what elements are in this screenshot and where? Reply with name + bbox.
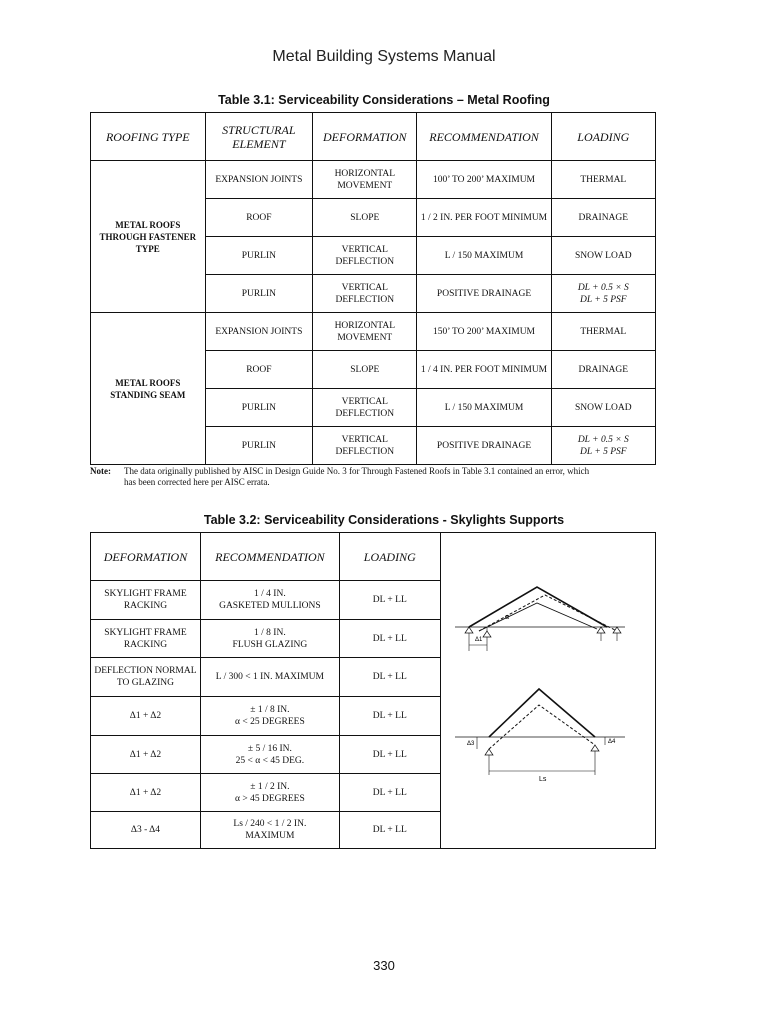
table-row [91,313,656,351]
table-cell [551,275,655,313]
support-triangle [591,745,599,751]
table-cell: HORIZONTAL MOVEMENT [313,313,417,351]
table2-header-deformation: DEFORMATION [91,533,201,581]
table1-header-roofing-type: ROOFING TYPE [91,113,206,161]
support-triangle [465,627,473,633]
table-cell: VERTICAL DEFLECTION [313,427,417,465]
table-cell: SNOW LOAD [551,237,655,275]
rec-line: GASKETED MULLIONS [219,601,321,611]
table-cell [200,774,339,812]
table1-caption: Table 3.1: Serviceability Considerations – Metal Roofing [218,93,550,107]
rec-line: 1 / 8 IN. [254,627,286,638]
rec-line: ± 1 / 2 IN. [250,781,290,792]
table-cell: L / 300 < 1 IN. MAXIMUM [200,658,339,697]
loading-line: DL + 0.5 × S [577,434,629,445]
rec-line: 25 < α < 45 DEG. [235,755,305,766]
table-cell: L / 150 MAXIMUM [417,389,551,427]
alpha-label: α [505,614,510,621]
table1-header-deformation: DEFORMATION [313,113,417,161]
frame-outline [469,587,607,627]
loading-line: DL + 5 PSF [579,294,627,305]
table-cell: DL + LL [339,774,440,812]
deflected-frame-outline [489,705,595,749]
table-cell: SLOPE [313,199,417,237]
table-cell: L / 150 MAXIMUM [417,237,551,275]
table-cell: PURLIN [205,389,312,427]
table-cell [200,581,339,620]
table2-header-recommendation: RECOMMENDATION [200,533,339,581]
deflected-frame-outline [479,595,617,631]
table-cell [200,736,339,774]
table-cell: POSITIVE DRAINAGE [417,275,551,313]
table2-caption: Table 3.2: Serviceability Considerations - Skylights Supports [203,513,565,527]
table-cell: Δ1 + Δ2 [91,774,201,812]
table-cell [551,427,655,465]
table2-header-loading: LOADING [339,533,440,581]
table-cell: DL + LL [339,581,440,620]
table-cell: Δ1 + Δ2 [91,736,201,774]
table1-note [90,466,655,488]
loading-line: DL + 0.5 × S [577,282,629,293]
table-cell: EXPANSION JOINTS [205,161,312,199]
table-cell [200,697,339,736]
table-cell: SLOPE [313,351,417,389]
table-cell: VERTICAL DEFLECTION [313,389,417,427]
delta3-label: Δ3 [467,741,475,747]
support-triangle [485,749,493,755]
table-cell: DL + LL [339,812,440,849]
table-cell: DL + LL [339,736,440,774]
table-cell: DRAINAGE [551,199,655,237]
table-cell: Δ1 + Δ2 [91,697,201,736]
table-cell: HORIZONTAL MOVEMENT [313,161,417,199]
table-row [91,161,656,199]
table-cell: POSITIVE DRAINAGE [417,427,551,465]
table1-metal-roofing [90,112,656,465]
table1-header-recommendation: RECOMMENDATION [417,113,551,161]
rec-line: Ls / 240 < 1 / 2 IN. [233,819,307,829]
loading-line: DL + 5 PSF [579,446,627,457]
ls-label: Ls [539,776,547,783]
table1-group-through-fastener: METAL ROOFS THROUGH FASTENER TYPE [91,161,206,313]
table-cell: ROOF [205,351,312,389]
table-cell: SKYLIGHT FRAME RACKING [91,581,201,620]
document-title: Metal Building Systems Manual [272,48,496,65]
skylight-frame-diagrams [441,581,655,847]
rec-line: FLUSH GLAZING [232,639,308,650]
table-cell: SNOW LOAD [551,389,655,427]
table-cell [200,620,339,658]
rec-line: ± 1 / 8 IN. [250,705,290,715]
table1-header-row [91,113,656,161]
table-cell: DL + LL [339,620,440,658]
rec-line: 1 / 4 IN. [254,589,286,599]
table-cell: DL + LL [339,697,440,736]
frame-outline [489,689,595,737]
racking-diagram [455,587,625,651]
rec-line: α > 45 DEGREES [235,793,305,804]
table-cell: VERTICAL DEFLECTION [313,237,417,275]
table-cell: THERMAL [551,313,655,351]
table-cell: 150’ TO 200’ MAXIMUM [417,313,551,351]
table-cell: DL + LL [339,658,440,697]
table-cell: 1 / 2 IN. PER FOOT MINIMUM [417,199,551,237]
table-cell: EXPANSION JOINTS [205,313,312,351]
table-cell: PURLIN [205,427,312,465]
table-cell: ROOF [205,199,312,237]
table-cell: 100’ TO 200’ MAXIMUM [417,161,551,199]
deflection-diagram [455,689,625,783]
page-number: 330 [373,958,395,973]
table1-group-standing-seam: METAL ROOFS STANDING SEAM [91,313,206,465]
table-cell: 1 / 4 IN. PER FOOT MINIMUM [417,351,551,389]
note-label: Note: [90,466,111,476]
table-cell: PURLIN [205,237,312,275]
support-triangle [483,631,491,637]
table-cell: VERTICAL DEFLECTION [313,275,417,313]
table-cell: Δ3 - Δ4 [91,812,201,849]
rec-line: α < 25 DEGREES [235,717,305,727]
table1-header-structural-element: STRUCTURAL ELEMENT [205,113,312,161]
table1-header-loading: LOADING [551,113,655,161]
rec-line: MAXIMUM [245,831,295,841]
note-line-2: has been corrected here per AISC errata. [124,477,270,487]
table-cell: DEFLECTION NORMAL TO GLAZING [91,658,201,697]
table-cell: THERMAL [551,161,655,199]
table-cell: DRAINAGE [551,351,655,389]
note-line-1: The data originally published by AISC in Design Guide No. 3 for Through Fastened Roofs in Table 3.1 contained an error, which [124,466,590,476]
delta1-label: Δ1 [475,637,483,643]
table-cell [200,812,339,849]
table-cell: SKYLIGHT FRAME RACKING [91,620,201,658]
table2-header-row [91,533,656,581]
support-triangle [597,627,605,633]
rec-line: ± 5 / 16 IN. [247,743,292,754]
table-cell: PURLIN [205,275,312,313]
delta4-label: Δ4 [608,739,616,745]
